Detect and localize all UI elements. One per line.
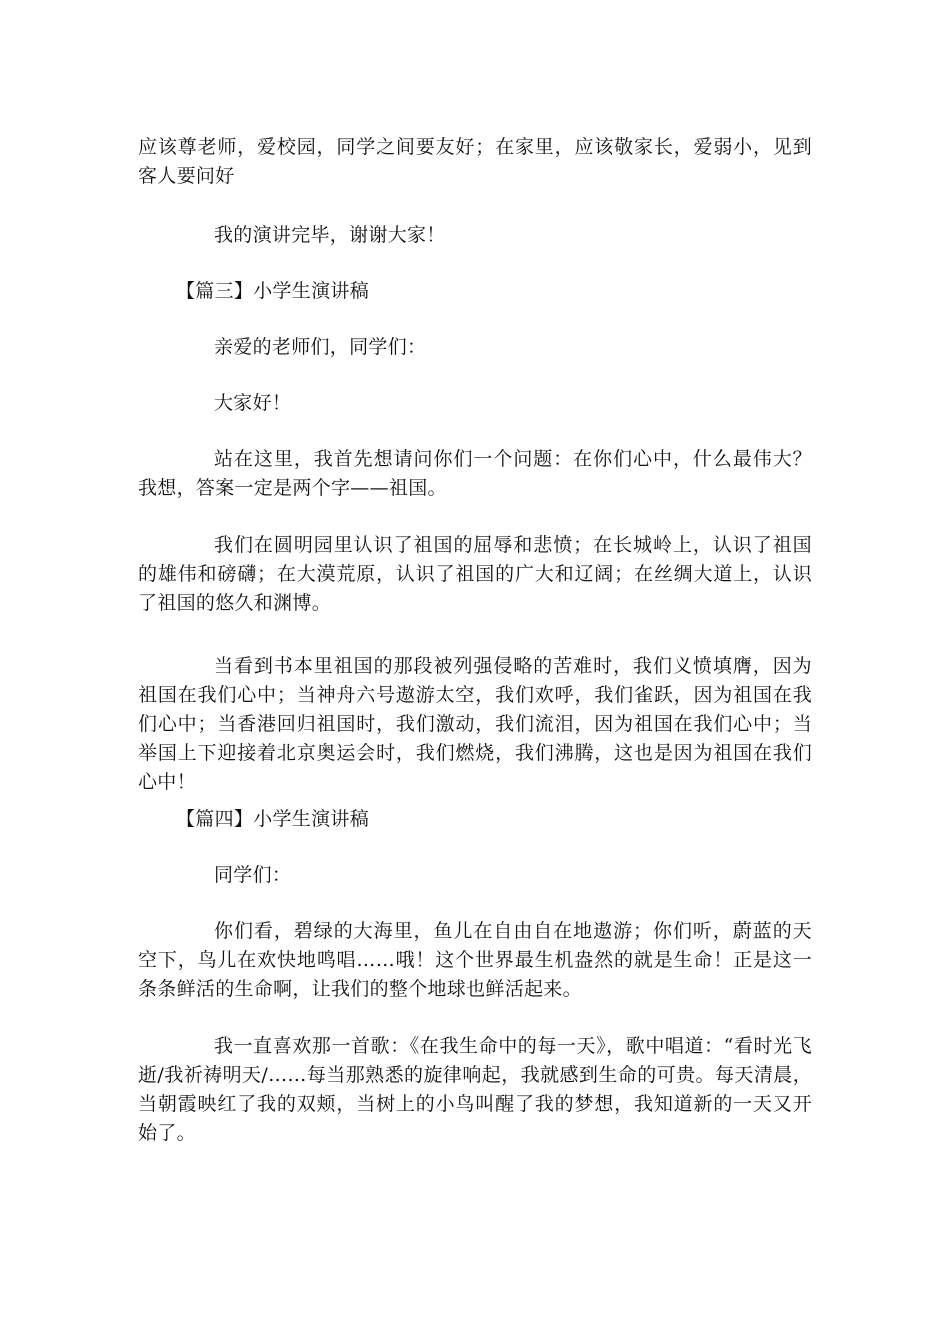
section-heading-3: 【篇三】小学生演讲稿 [176,280,370,302]
section-heading-4: 【篇四】小学生演讲稿 [176,808,370,830]
paragraph-life: 你们看，碧绿的大海里，鱼儿在自由自在地遨游；你们听，蔚蓝的天空下，鸟儿在欢快地鸣唱……哦！这个世界最生机盎然的就是生命！正是这一条条鲜活的生命啊，让我们的整个地球也鲜活起来。 [138,920,812,1000]
paragraph-hello: 大家好！ [214,392,292,414]
paragraph-recognize-motherland: 我们在圆明园里认识了祖国的屈辱和悲愤；在长城岭上，认识了祖国的雄伟和磅礴；在大漠荒原，认识了祖国的广大和辽阔；在丝绸大道上，认识了祖国的悠久和渊博。 [138,534,812,614]
paragraph-song: 我一直喜欢那一首歌：《在我生命中的每一天》，歌中唱道：“看时光飞逝/我祈祷明天/……每当那熟悉的旋律响起，我就感到生命的可贵。每天清晨，当朝霞映红了我的双颊，当树上的小鸟叫醒了我的梦想，我知道新的一天又开始了。 [138,1035,812,1144]
paragraph-speech-end: 我的演讲完毕，谢谢大家！ [214,224,446,246]
paragraph-closing-fragment: 应该尊老师，爱校园，同学之间要友好；在家里，应该敬家长，爱弱小，见到客人要问好 [138,136,812,187]
paragraph-greeting-teachers: 亲爱的老师们，同学们： [214,336,427,358]
paragraph-motherland-in-heart: 当看到书本里祖国的那段被列强侵略的苦难时，我们义愤填膺，因为祖国在我们心中；当神舟六号遨游太空，我们欢呼，我们雀跃，因为祖国在我们心中；当香港回归祖国时，我们激动，我们流泪，因为祖国在我们心中；当举国上下迎接着北京奥运会时，我们燃烧，我们沸腾，这也是因为祖国在我们心中！ [138,655,812,793]
paragraph-question: 站在这里，我首先想请问你们一个问题：在你们心中，什么最伟大？我想，答案一定是两个字——祖国。 [138,448,812,499]
paragraph-greeting-students: 同学们： [214,864,292,886]
